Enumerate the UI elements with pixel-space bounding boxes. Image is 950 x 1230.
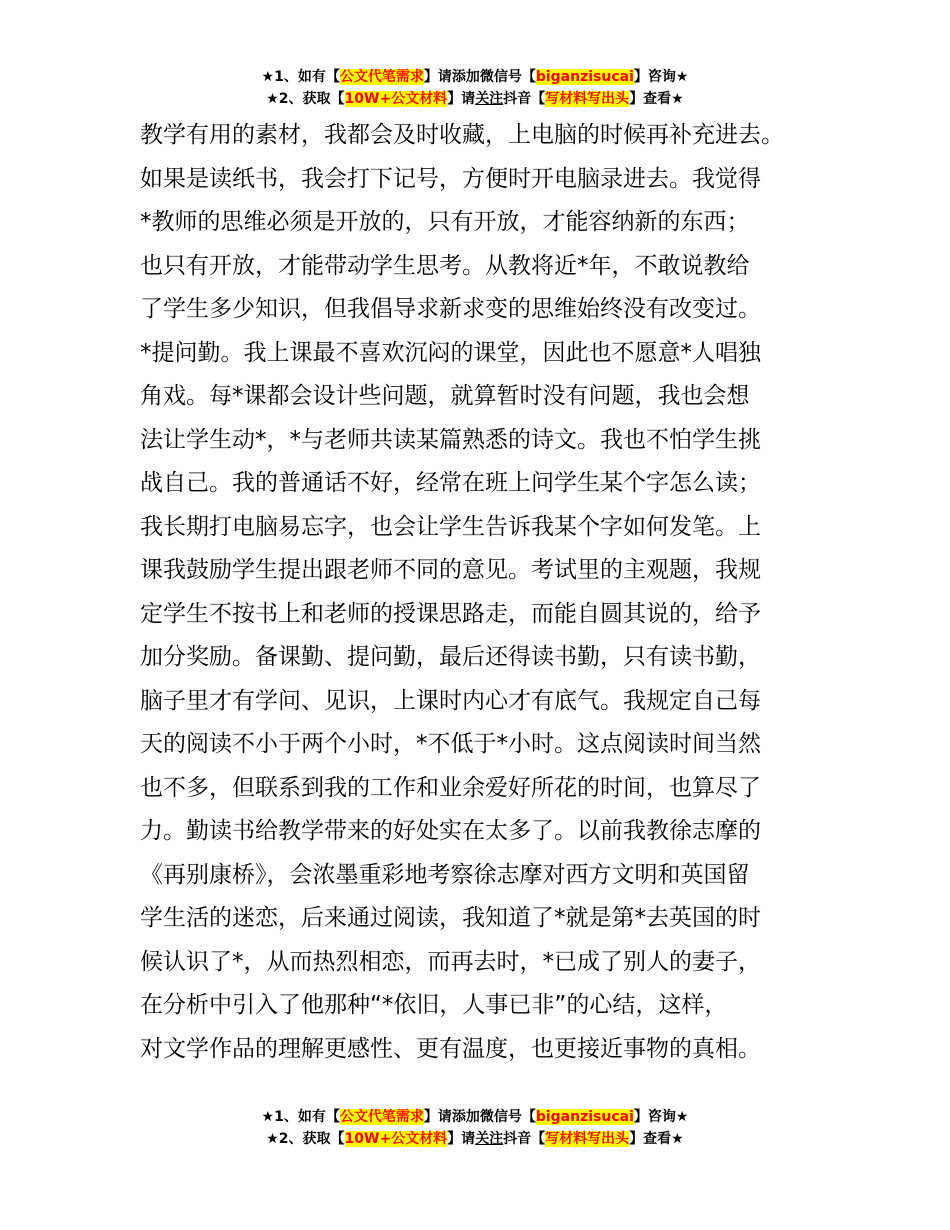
header-line1-highlight-service: 公文代笔需求 [339,69,424,85]
footer-line2-suffix: 】查看★ [629,1131,684,1147]
body-line: 法让学生动*，*与老师共读某篇熟悉的诗文。我也不怕学生挑 [140,426,761,453]
body-line: 也不多，但联系到我的工作和业余爱好所花的时间，也算尽了 [140,774,761,801]
footer-line2-prefix: ★2、获取【 [266,1131,345,1147]
footer-line2-underlined-follow: 关注 [475,1131,504,1147]
body-line: *提问勤。我上课最不喜欢沉闷的课堂，因此也不愿意*人唱独 [140,339,761,366]
footer-line2-middle-b: 抖音【 [503,1131,546,1147]
footer-banner-line-2 [0,1128,950,1150]
body-line: 在分析中引入了他那种“*依旧，人事已非”的心结，这样， [140,992,728,1018]
body-line: 我长期打电脑易忘字，也会让学生告诉我某个字如何发笔。上 [140,513,761,540]
footer-line1-highlight-service: 公文代笔需求 [339,1109,424,1125]
body-line: 力。勤读书给教学带来的好处实在太多了。以前我教徐志摩的 [140,818,761,844]
body-line: 角戏。每*课都会设计些问题，就算暂时没有问题，我也会想 [140,383,750,409]
body-line: 教学有用的素材，我都会及时收藏，上电脑的时候再补充进去。 [140,122,784,148]
footer-line1-prefix: ★1、如有【 [261,1109,340,1125]
footer-line1-suffix: 】咨询★ [633,1109,689,1125]
body-line: 对文学作品的理解更感性、更有温度，也更接近事物的真相。 [140,1035,761,1062]
header-line1-suffix: 】咨询★ [633,69,689,85]
body-line: 定学生不按书上和老师的授课思路走，而能自圆其说的，给予 [140,600,761,627]
footer-line2-middle-a: 】请 [447,1131,476,1147]
header-line2-prefix: ★2、获取【 [266,91,345,107]
header-line1-prefix: ★1、如有【 [261,69,340,85]
header-line1-highlight-wechat: biganzisucai [535,69,634,85]
body-line: 加分奖励。备课勤、提问勤，最后还得读书勤，只有读书勤， [140,644,761,670]
footer-banner [0,1106,950,1150]
body-line: 如果是读纸书，我会打下记号，方便时开电脑录进去。我觉得 [140,165,761,192]
header-line2-suffix: 】查看★ [629,91,684,107]
footer-line2-highlight-materials: 10W+公文材料 [344,1131,448,1147]
header-banner-line-2 [0,88,950,110]
body-line: 学生活的迷恋，后来通过阅读，我知道了*就是第*去英国的时 [140,905,761,931]
body-line: 也只有开放，才能带动学生思考。从教将近*年，不敢说教给 [140,252,750,279]
header-line2-underlined-follow: 关注 [475,91,504,107]
document-body [140,114,840,1071]
body-line: 课我鼓励学生提出跟老师不同的意见。考试里的主观题，我规 [140,557,761,583]
header-banner-line-1 [0,66,950,88]
header-line2-middle-a: 】请 [447,91,476,107]
footer-banner-line-1 [0,1106,950,1128]
body-line: 脑子里才有学问、见识，上课时内心才有底气。我规定自己每 [140,687,761,714]
body-line: 候认识了*，从而热烈相恋，而再去时，*已成了别人的妻子， [140,948,761,975]
header-line2-highlight-douyin: 写材料写出头 [545,91,630,107]
header-line2-highlight-materials: 10W+公文材料 [344,91,448,107]
header-line2-middle-b: 抖音【 [503,91,546,107]
body-line: *教师的思维必须是开放的，只有开放，才能容纳新的东西； [140,209,750,235]
body-line: 了学生多少知识，但我倡导求新求变的思维始终没有改变过。 [140,296,761,322]
footer-line1-highlight-wechat: biganzisucai [535,1109,634,1125]
footer-line2-highlight-douyin: 写材料写出头 [545,1131,630,1147]
body-line: 天的阅读不小于两个小时，*不低于*小时。这点阅读时间当然 [140,731,761,757]
body-line: 《再别康桥》，会浓墨重彩地考察徐志摩对西方文明和英国留 [140,861,750,888]
header-line1-middle: 】请添加微信号【 [423,69,536,85]
header-banner [0,66,950,110]
body-line: 战自己。我的普通话不好，经常在班上问学生某个字怎么读； [140,470,761,496]
footer-line1-middle: 】请添加微信号【 [423,1109,536,1125]
